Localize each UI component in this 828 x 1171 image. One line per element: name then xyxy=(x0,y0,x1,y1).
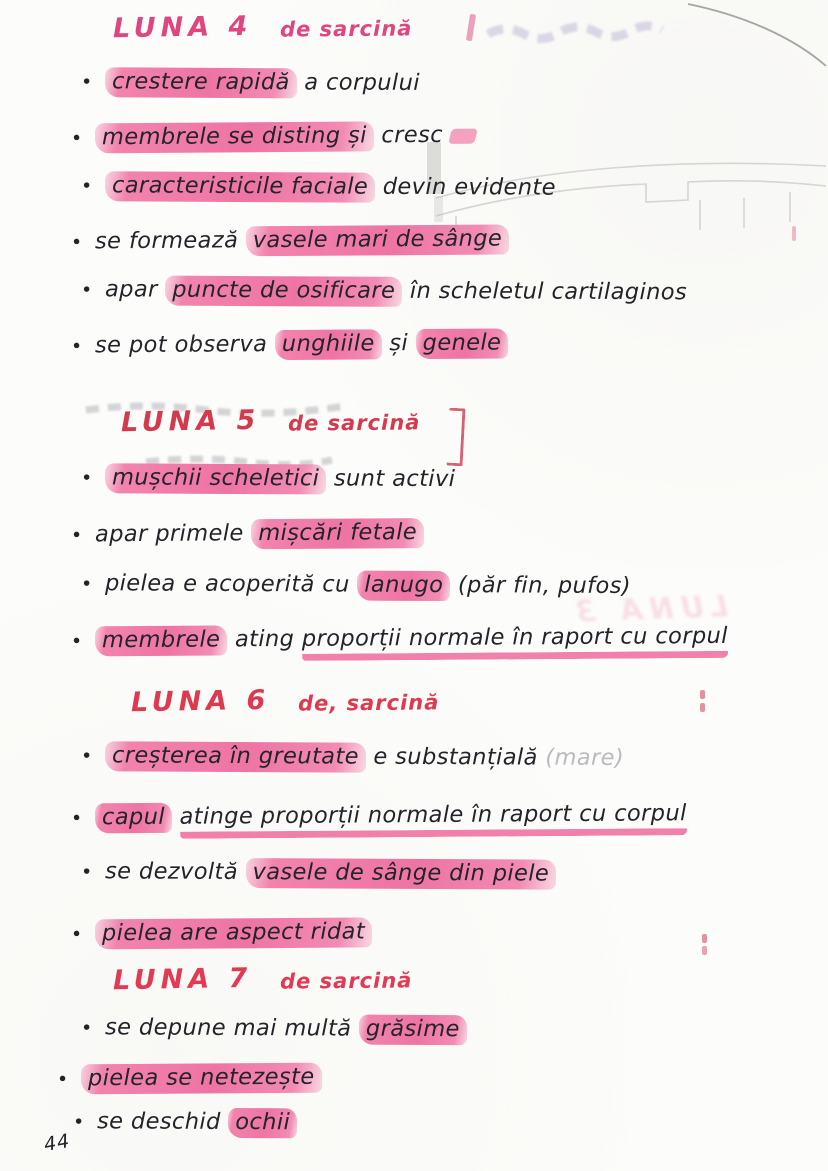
bullet-dot: • xyxy=(80,861,93,884)
text-segment: e substanțială xyxy=(365,743,546,771)
text-segment: în scheletul cartilaginos xyxy=(402,277,688,306)
section-subtitle: de sarcină xyxy=(288,410,421,436)
text-segment-highlighted: vasele mari de sânge xyxy=(246,224,510,256)
bullet-dot: • xyxy=(80,573,93,596)
bullet-dot: • xyxy=(56,1068,69,1091)
bullet-line xyxy=(55,910,800,951)
section-luna-5 xyxy=(55,406,800,656)
text-segment: se dezvoltă xyxy=(104,858,246,886)
bullet-dot: • xyxy=(80,71,93,94)
bullet-line xyxy=(55,511,800,552)
text-segment-highlighted: creșterea în greutate xyxy=(105,741,366,772)
text-segment: se pot observa xyxy=(94,331,275,359)
text-segment-highlighted: membrele xyxy=(95,625,228,656)
text-segment: ating xyxy=(227,625,302,653)
bullet-dot: • xyxy=(80,175,93,198)
text-segment-highlighted: ochii xyxy=(228,1108,297,1138)
text-segment-highlighted: pielea se netezește xyxy=(81,1063,322,1095)
text-segment: (păr fin, pufos) xyxy=(450,572,632,600)
bullet-line xyxy=(65,853,800,893)
bullet-dot: • xyxy=(70,923,83,946)
bullet-dot: • xyxy=(70,524,83,547)
text-segment-highlighted: grăsime xyxy=(359,1015,467,1046)
bullet-line xyxy=(65,167,800,207)
text-segment: pielea e acoperită cu xyxy=(104,570,358,598)
bullet-line xyxy=(65,459,800,499)
text-segment: apar xyxy=(104,276,166,303)
bullet-dot: • xyxy=(70,335,83,358)
text-segment-highlighted: vasele de sânge din piele xyxy=(245,858,556,890)
text-segment: se depune mai multă xyxy=(104,1014,360,1042)
text-segment-highlighted: lanugo xyxy=(357,571,450,601)
section-title: LUNA 6 xyxy=(130,684,271,719)
section-title: LUNA 7 xyxy=(112,962,253,997)
mirrored-bleed-title: LUNA 3 xyxy=(568,589,729,629)
bullet-line xyxy=(57,1103,800,1143)
section-luna-4 xyxy=(55,12,800,361)
text-segment: se deschid xyxy=(96,1108,229,1135)
bullet-dot: • xyxy=(70,231,83,254)
bullet-line xyxy=(65,63,800,103)
bullet-dot: • xyxy=(80,467,93,490)
section-subtitle: de sarcină xyxy=(280,968,413,994)
section-subtitle: de, sarcină xyxy=(298,690,440,716)
text-segment: devin evidente xyxy=(375,173,557,201)
text-segment-highlighted: mișcări fetale xyxy=(251,518,424,549)
text-segment-underlined: proporții normale în raport cu corpul xyxy=(302,623,728,661)
section-luna-7 xyxy=(55,964,800,1141)
section-heading xyxy=(131,686,800,717)
bullet-dot: • xyxy=(70,127,83,150)
bullet-dot: • xyxy=(80,745,93,768)
text-segment: sunt activi xyxy=(326,465,456,493)
section-subtitle: de sarcină xyxy=(280,16,413,42)
text-segment-highlighted: caracteristicile faciale xyxy=(105,171,375,202)
text-segment-highlighted: pielea are aspect ridat xyxy=(95,917,372,949)
bullet-dot: • xyxy=(70,630,83,653)
bullet-dot: • xyxy=(80,279,93,302)
bullet-dot: • xyxy=(80,1017,93,1040)
bullet-line xyxy=(55,617,800,658)
text-segment-highlighted: capul xyxy=(95,803,172,834)
section-heading xyxy=(121,406,800,437)
text-segment-highlighted: unghiile xyxy=(275,329,382,360)
bullet-dot: • xyxy=(72,1111,85,1134)
bullet-line xyxy=(65,271,800,311)
text-segment: cresc xyxy=(374,122,476,149)
text-segment-highlighted: puncte de osificare xyxy=(165,276,402,307)
bullet-line xyxy=(55,114,800,155)
text-segment: apar primele xyxy=(94,520,252,548)
page-number: 44 xyxy=(42,1129,72,1157)
bullet-line xyxy=(65,565,800,605)
bullet-line xyxy=(55,322,800,363)
bullet-line xyxy=(55,794,800,835)
text-segment: se formează xyxy=(94,227,246,255)
bullet-line xyxy=(65,1009,800,1049)
bullet-dot: • xyxy=(70,807,83,830)
bullet-line xyxy=(41,1055,800,1096)
text-segment-highlighted: mușchii scheletici xyxy=(105,463,327,494)
section-title: LUNA 4 xyxy=(112,10,253,45)
section-heading xyxy=(113,964,800,995)
text-segment-highlighted: genele xyxy=(416,328,509,359)
bullet-line xyxy=(65,737,800,777)
text-segment: a corpului xyxy=(296,69,421,96)
text-segment xyxy=(172,804,180,830)
text-segment: (mare) xyxy=(545,744,625,772)
section-title: LUNA 5 xyxy=(120,404,261,439)
text-segment-underlined: atinge proporții normale în raport cu corpul xyxy=(179,800,686,839)
text-segment-highlighted: membrele se disting și xyxy=(95,121,374,153)
section-luna-6 xyxy=(55,686,800,949)
text-segment: și xyxy=(381,330,416,357)
text-segment-highlighted: crestere rapidă xyxy=(105,67,297,98)
section-heading xyxy=(113,12,800,43)
bullet-line xyxy=(55,218,800,259)
